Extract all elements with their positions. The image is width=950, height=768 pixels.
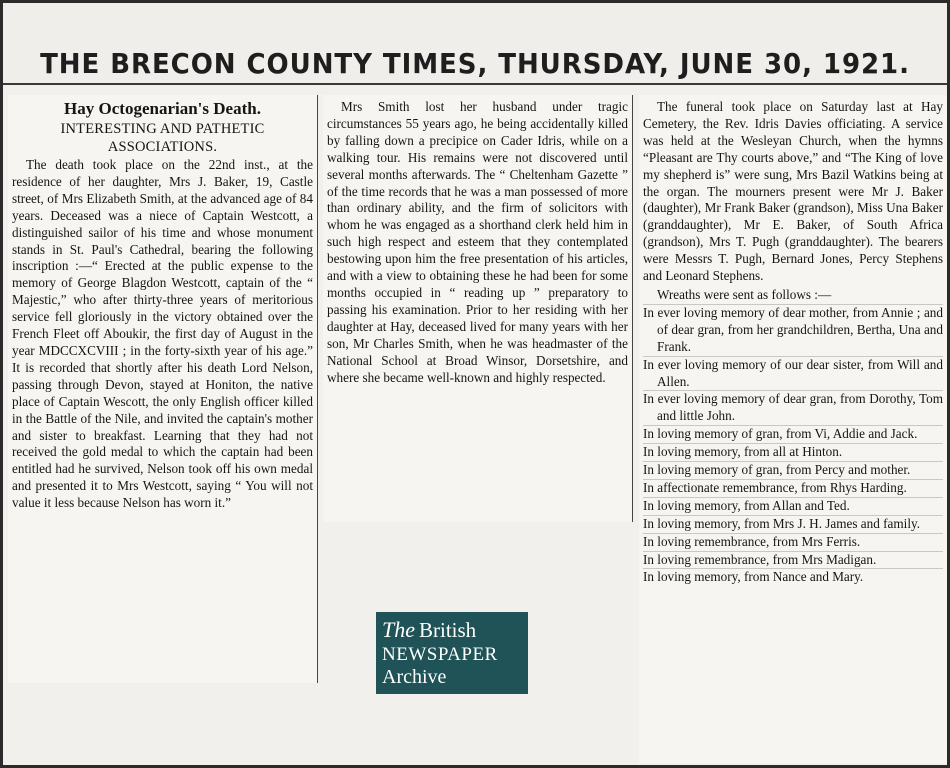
article-subhead-line-2: ASSOCIATIONS. (107, 139, 218, 155)
wreath-item: In loving memory of gran, from Percy and mother. (643, 461, 943, 479)
funeral-paragraph: The funeral took place on Saturday last at Hay Cemetery, the Rev. Idris Davies officiating. A service was held at the Wesleyan Church, when the hymns “Pleasant are Thy courts above,” and “The King of love my shepherd is” were sung, Mrs Bazil Watkins being at the organ. The mourners present were Mr J. Baker (daughter), Mr Frank Baker (grandson), Miss Una Baker (granddaughter), Mr E. Baker, of South Africa (grandson), Mrs T. Pugh (granddaughter). The bearers were Messrs T. Pugh, Bernard Jones, Percy Stephens and Leonard Stephens. (643, 99, 943, 284)
newspaper-clipping (3, 3, 947, 765)
wreath-item: In loving memory of gran, from Vi, Addie and Jack. (643, 425, 943, 443)
column-2-paragraph: Mrs Smith lost her husband under tragic circumstances 55 years ago, he being accidentally killed by falling down a precipice on Cader Idris, while on a walking tour. His remains were not discovered until several months afterwards. The “ Cheltenham Gazette ” of the time records that he was a man possessed of more than ordinary ability, and the firm of solicitors with whom he was engaged as a shorthand clerk held him in such high respect and esteem that they contemplated bestowing upon him the free presentation of his articles, and with a view to obtaining these he had been for some months occupied in “ reading up ” preparatory to passing his examination. Prior to her residing with her daughter at Hay, deceased lived for many years with her son, Mr Charles Smith, when he was headmaster of the National School at Broad Winsor, Dorsetshire, and where she became well-known and highly respected. (327, 99, 628, 385)
wreath-item: In ever loving memory of dear mother, from Annie ; and of dear gran, from her grandchildren, Bertha, Una and Frank. (643, 304, 943, 354)
article-column-3 (639, 95, 947, 763)
logo-word-archive: Archive (382, 666, 447, 688)
article-column-1 (8, 95, 318, 683)
logo-word-newspaper: NEWSPAPER (382, 644, 498, 665)
wreath-item: In loving memory, from Mrs J. H. James and family. (643, 515, 943, 533)
wreath-item: In affectionate remembrance, from Rhys Harding. (643, 479, 943, 497)
wreaths-heading: Wreaths were sent as follows :— (657, 286, 832, 302)
masthead (3, 3, 947, 85)
wreath-item: In loving memory, from Allan and Ted. (643, 497, 943, 515)
wreath-item: In loving remembrance, from Mrs Ferris. (643, 533, 943, 551)
logo-word-the: The (382, 617, 415, 642)
article-column-2 (323, 95, 633, 522)
wreath-item: In ever loving memory of dear gran, from Dorothy, Tom and little John. (643, 391, 943, 424)
wreath-item: In loving memory, from all at Hinton. (643, 443, 943, 461)
article-subhead-line-1: INTERESTING AND PATHETIC (60, 121, 265, 137)
wreath-item: In ever loving memory of our dear sister, from Will and Allen. (643, 356, 943, 389)
column-1-paragraph: The death took place on the 22nd inst., at the residence of her daughter, Mrs J. Baker, 19, Castle street, of Mrs Elizabeth Smith, at the advanced age of 84 years. Deceased was a niece of Captain Westcott, a distinguished sailor of his time and whose monument stands in St. Paul's Cathedral, bearing the following inscription :—“ Erected at the public expense to the memory of George Blagdon Westcott, captain of the “ Majestic,” who after thirty-three years of meritorious service fell gloriously in the victory obtained over the French Fleet off Aboukir, the first day of August in the year MDCCXCVIII ; in the forty-sixth year of his age.” It is recorded that shortly after his death Lord Nelson, passing through Devon, stayed at Honiton, the native place of Captain Wescott, the only English officer killed in the Battle of the Nile, and invited the captain's mother and sister to breakfast. Learning that they had not received the gold medal to which the captain had been entitled had he survived, Nelson took off his own medal and presented it to Mrs Westcott, saying “ You will not value it less because Nelson has worn it.” (12, 157, 313, 511)
masthead-title: THE BRECON COUNTY TIMES, THURSDAY, JUNE 30, 1921. (40, 47, 910, 80)
article-headline: Hay Octogenarian's Death. (64, 99, 261, 118)
wreath-list (643, 304, 943, 587)
wreath-item: In loving remembrance, from Mrs Madigan. (643, 551, 943, 569)
british-newspaper-archive-logo (376, 612, 528, 694)
wreath-item: In loving memory, from Nance and Mary. (643, 568, 943, 586)
logo-word-british: British (419, 618, 477, 642)
